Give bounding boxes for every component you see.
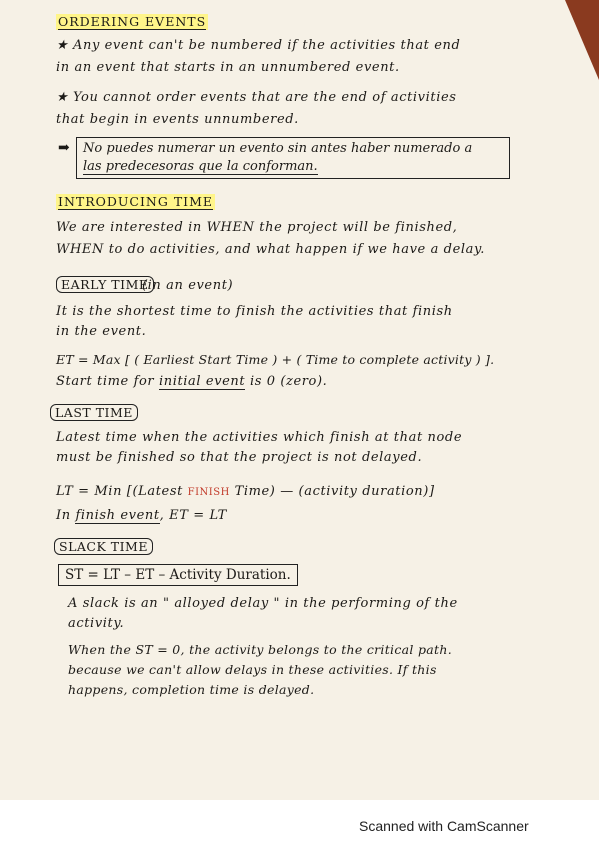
last-def-line2: must be finished so that the project is not delayed. (56, 450, 423, 465)
finish-event-line: In finish event, ET = LT (56, 508, 227, 523)
page-corner (565, 0, 599, 80)
intro-line1: We are interested in WHEN the project will be finished, (56, 220, 458, 235)
spanish-note-line1: No puedes numerar un evento sin antes haber numerado a (83, 141, 473, 156)
rule1-line2: in an event that starts in an unnumbered event. (56, 60, 400, 75)
rule2-line1: ★ You cannot order events that are the end of activities (56, 90, 457, 105)
ordering-events-heading: ORDERING EVENTS (58, 14, 207, 29)
early-def-line1: It is the shortest time to finish the activities that finish (56, 304, 453, 319)
initial-event-underlined: initial event (158, 374, 246, 389)
intro-line2: WHEN to do activities, and what happen if we have a delay. (56, 242, 485, 257)
scanner-watermark: Scanned with CamScanner (359, 818, 529, 834)
critical-line2: because we can't allow delays in these activities. If this (68, 662, 437, 677)
start-time-line: Start time for initial event is 0 (zero). (56, 374, 328, 389)
finish-red-word: FINISH (187, 487, 230, 498)
slack-time-tag: SLACK TIME (54, 538, 153, 555)
last-formula: LT = Min [(Latest FINISH Time) — (activity duration)] (56, 484, 435, 499)
spanish-note-line2: las predecesoras que la conforman. (83, 159, 318, 174)
arrow-icon: ➡ (58, 140, 70, 156)
early-def-line2: in the event. (56, 324, 147, 339)
last-time-tag: LAST TIME (50, 404, 138, 421)
slack-def-line1: A slack is an " alloyed delay " in the performing of the (68, 596, 458, 611)
early-formula: ET = Max [ ( Earliest Start Time ) + ( Time to complete activity ) ]. (56, 352, 495, 367)
critical-line1: When the ST = 0, the activity belongs to the critical path. (68, 642, 452, 657)
early-time-suffix: (in an event) (142, 278, 234, 293)
critical-line3: happens, completion time is delayed. (68, 682, 315, 697)
last-def-line1: Latest time when the activities which finish at that node (56, 430, 463, 445)
rule2-line2: that begin in events unnumbered. (56, 112, 299, 127)
early-time-tag: EARLY TIME (56, 276, 154, 293)
slack-def-line2: activity. (68, 616, 125, 631)
introducing-time-heading: INTRODUCING TIME (58, 194, 214, 209)
rule1-line1: ★ Any event can't be numbered if the activities that end (56, 38, 461, 53)
finish-event-underlined: finish event (75, 508, 160, 523)
slack-formula-box: ST = LT – ET – Activity Duration. (58, 564, 298, 586)
spanish-note-box (76, 137, 510, 179)
